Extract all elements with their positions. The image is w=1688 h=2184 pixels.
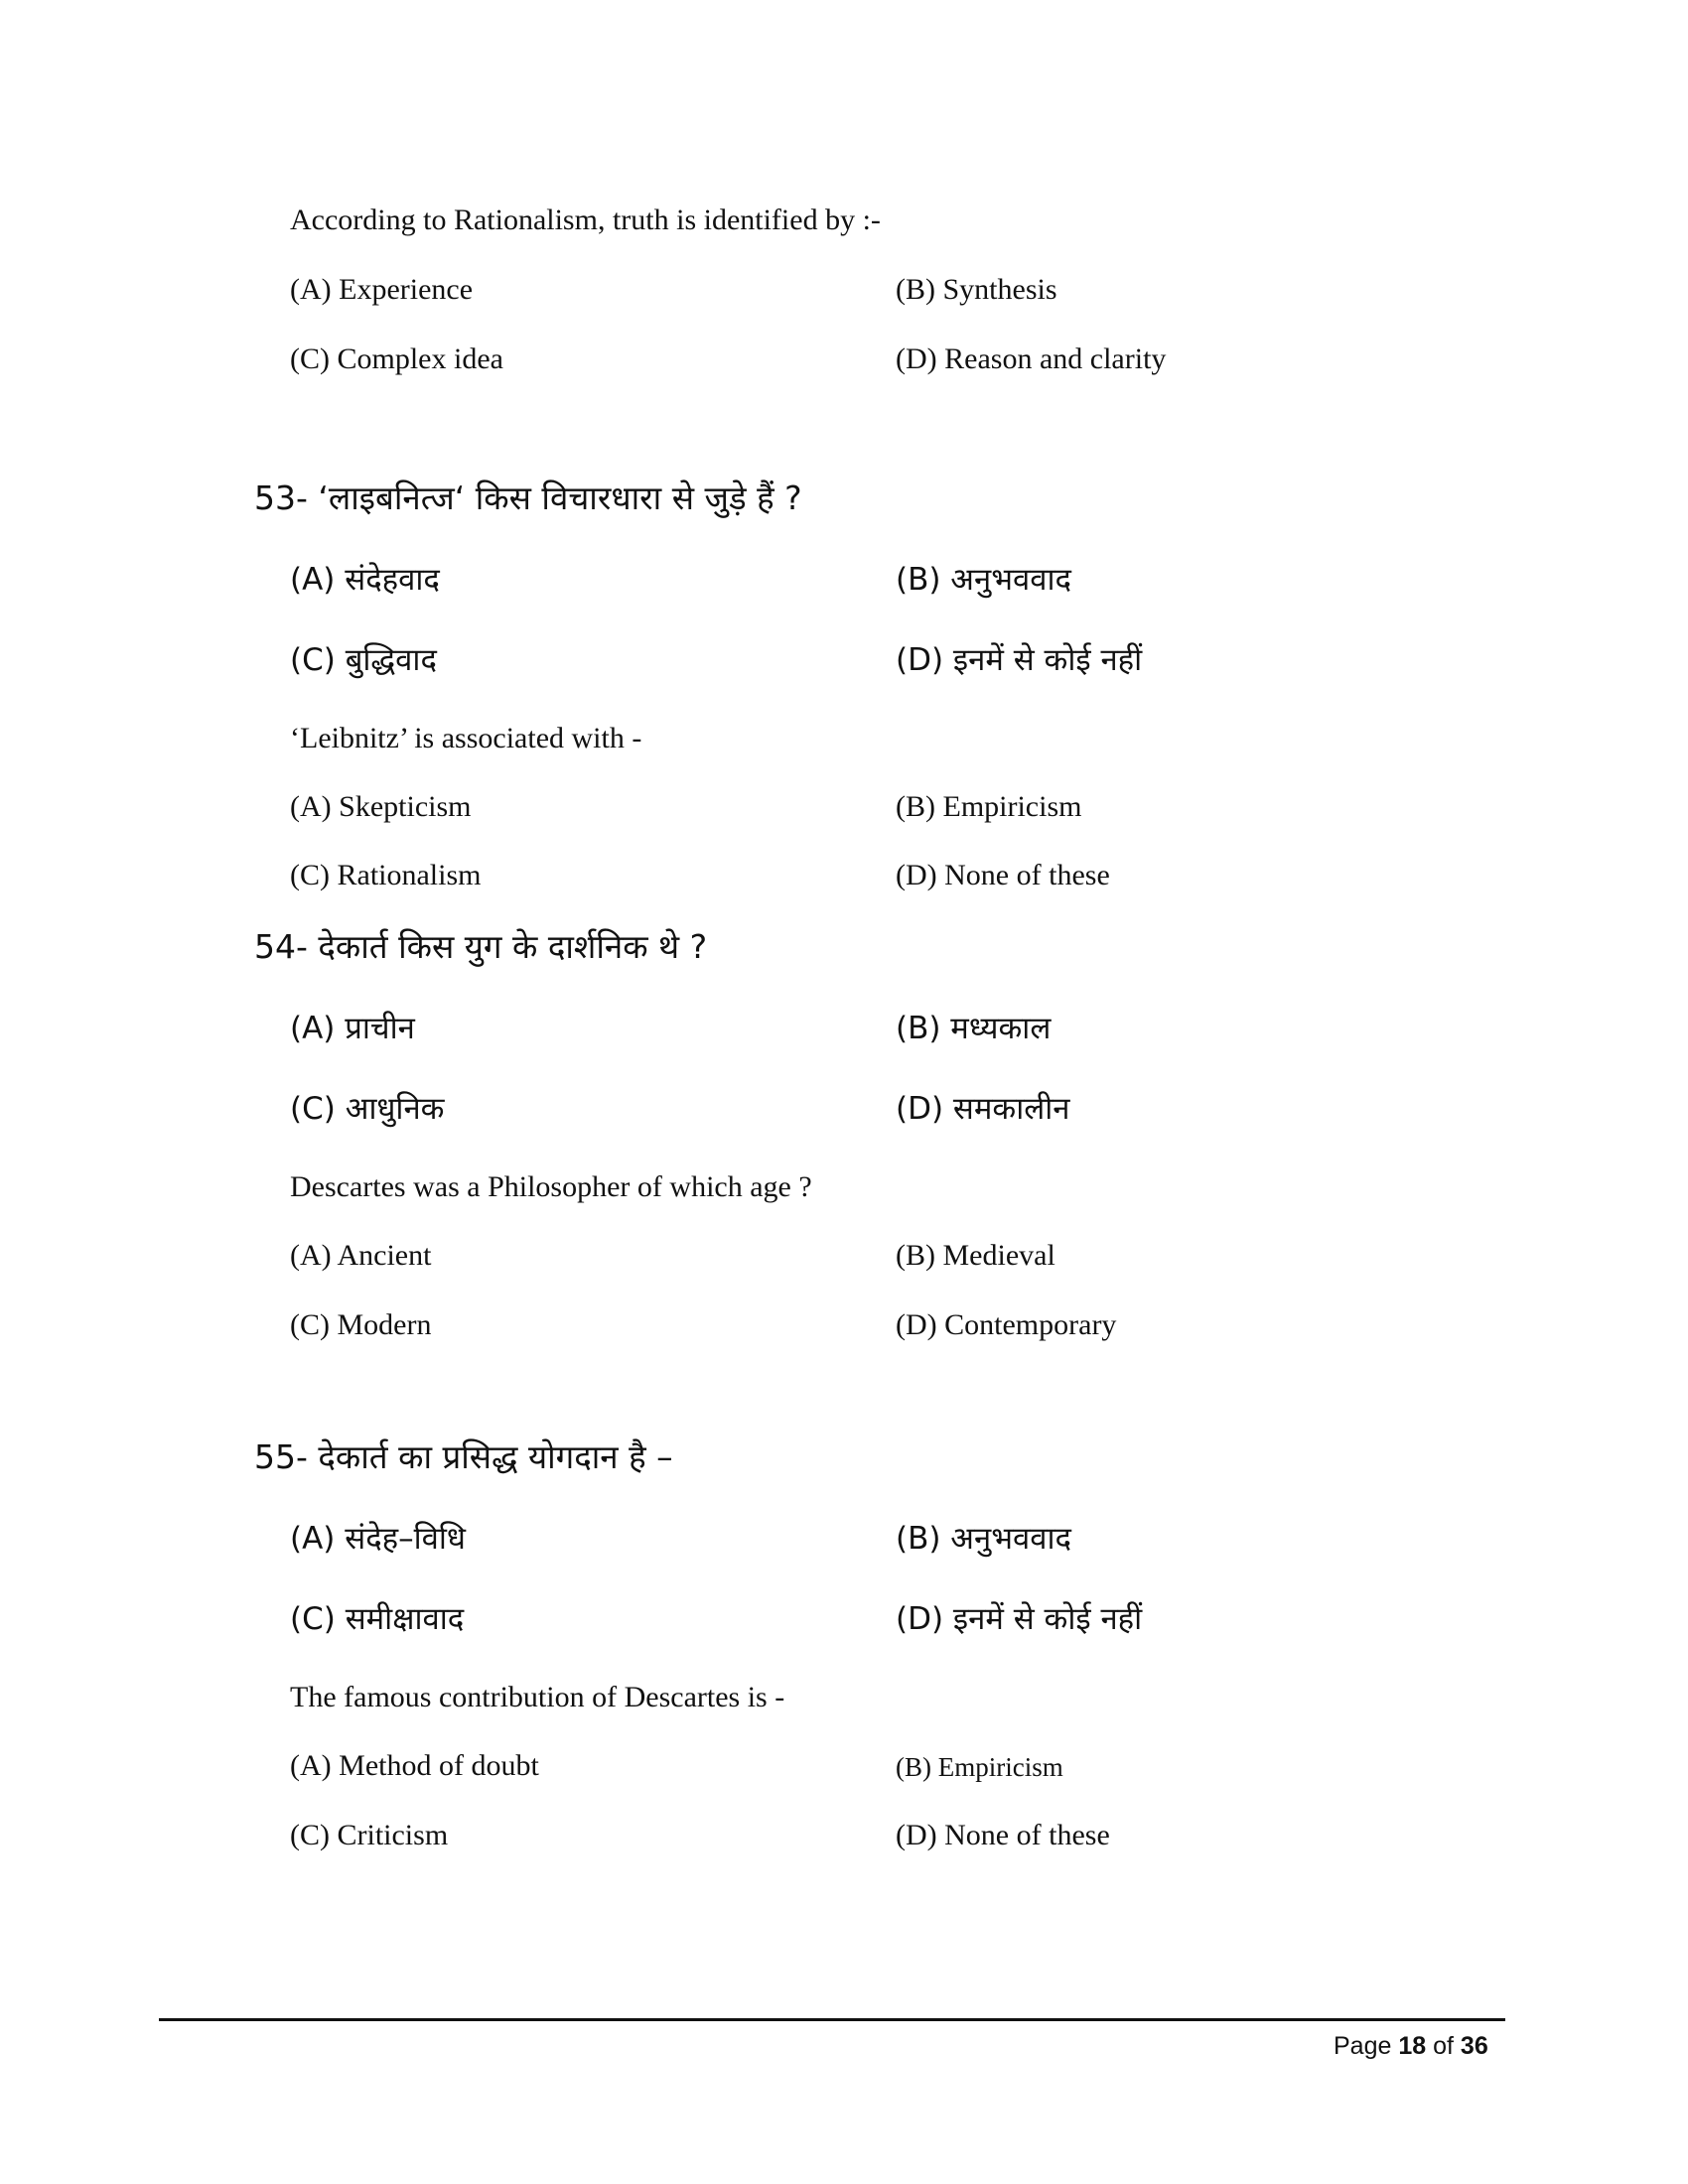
q53-english-question: ‘Leibnitz’ is associated with - <box>290 722 642 754</box>
q55-option-c: (C) Criticism <box>290 1819 449 1851</box>
q55-option-d: (D) None of these <box>896 1819 1110 1851</box>
q55-english-question: The famous contribution of Descartes is - <box>290 1681 785 1713</box>
q52-option-a: (A) Experience <box>290 273 474 306</box>
q52-english-question: According to Rationalism, truth is identified by :- <box>290 204 881 236</box>
q52-option-d: (D) Reason and clarity <box>896 342 1167 375</box>
footer-divider <box>159 2018 1505 2021</box>
q55-hindi-option-b: (B) अनुभववाद <box>896 1521 1071 1557</box>
page-current: 18 <box>1398 2032 1427 2060</box>
q55-hindi-option-c: (C) समीक्षावाद <box>290 1601 465 1637</box>
q55-hindi-option-d: (D) इनमें से कोई नहीं <box>896 1601 1143 1637</box>
q53-option-a: (A) Skepticism <box>290 790 472 823</box>
q55-option-b: (B) Empiricism <box>896 1752 1063 1782</box>
q54-hindi-option-d: (D) समकालीन <box>896 1091 1070 1127</box>
q53-hindi-option-c: (C) बुद्धिवाद <box>290 642 437 678</box>
q54-option-a: (A) Ancient <box>290 1239 432 1272</box>
q54-english-question: Descartes was a Philosopher of which age ? <box>290 1170 812 1203</box>
q53-option-c: (C) Rationalism <box>290 859 482 891</box>
q53-hindi-option-a: (A) संदेहवाद <box>290 562 440 598</box>
q52-option-c: (C) Complex idea <box>290 342 503 375</box>
q53-hindi-option-b: (B) अनुभववाद <box>896 562 1071 598</box>
q53-hindi-question: 53- ‘लाइबनित्ज‘ किस विचारधारा से जुड़े हैं ? <box>254 478 802 517</box>
q54-option-c: (C) Modern <box>290 1308 432 1341</box>
page-total: 36 <box>1460 2032 1488 2060</box>
q54-option-b: (B) Medieval <box>896 1239 1055 1272</box>
q53-option-b: (B) Empiricism <box>896 790 1082 823</box>
q55-hindi-question: 55- देकार्त का प्रसिद्ध योगदान है – <box>254 1437 673 1476</box>
page-number <box>1334 2029 1488 2063</box>
q55-hindi-option-a: (A) संदेह–विधि <box>290 1521 466 1557</box>
q54-option-d: (D) Contemporary <box>896 1308 1117 1341</box>
q54-hindi-question: 54- देकार्त किस युग के दार्शनिक थे ? <box>254 927 708 966</box>
q53-option-d: (D) None of these <box>896 859 1110 891</box>
page-word: Page <box>1334 2032 1392 2060</box>
q55-option-a: (A) Method of doubt <box>290 1749 539 1782</box>
q54-hindi-option-a: (A) प्राचीन <box>290 1011 415 1046</box>
q54-hindi-option-b: (B) मध्यकाल <box>896 1011 1052 1046</box>
q53-hindi-option-d: (D) इनमें से कोई नहीं <box>896 642 1143 678</box>
q54-hindi-option-c: (C) आधुनिक <box>290 1091 445 1127</box>
of-word: of <box>1433 2032 1454 2060</box>
q52-option-b: (B) Synthesis <box>896 273 1057 306</box>
